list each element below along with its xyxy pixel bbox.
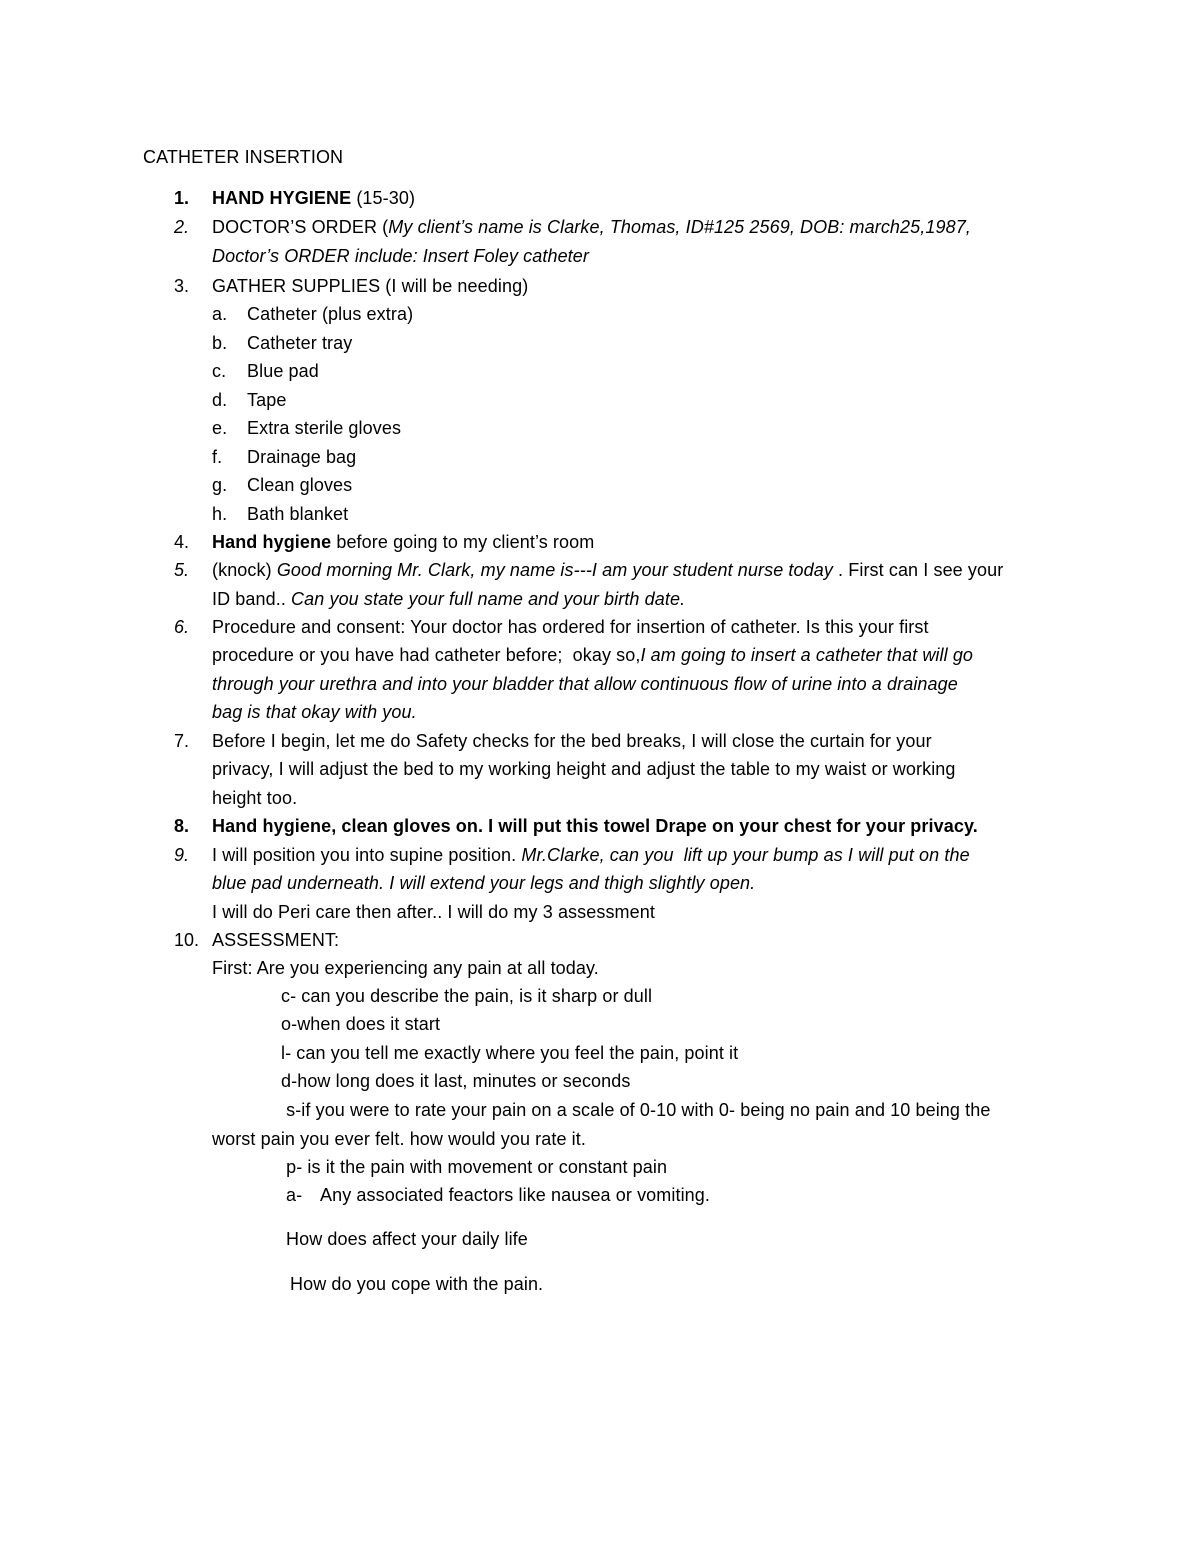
supply-letter: a. (212, 304, 228, 324)
text-run: GATHER SUPPLIES (I will be needing) (212, 276, 529, 296)
document-title: CATHETER INSERTION (143, 147, 344, 167)
supply-item: Extra sterile gloves (247, 418, 402, 438)
supply-item: Blue pad (247, 361, 319, 381)
text-run: First: Are you experiencing any pain at all today. (212, 958, 599, 978)
item-number: 6. (174, 617, 190, 637)
assessment-a-text: Any associated feactors like nausea or vomiting. (320, 1185, 710, 1205)
item-line (212, 757, 956, 781)
assessment-line: p- is it the pain with movement or constant pain (281, 1157, 668, 1177)
supply-letter: g. (212, 475, 228, 495)
assessment-line: s-if you were to rate your pain on a scale of 0-10 with 0- being no pain and 10 being the (281, 1100, 991, 1120)
assessment-line: l- can you tell me exactly where you feel the pain, point it (281, 1043, 739, 1063)
item-line (212, 274, 528, 298)
text-run: through your urethra and into your bladder that allow continuous flow of urine into a drainage (212, 674, 958, 694)
item-line (212, 786, 297, 810)
assessment-line: c- can you describe the pain, is it sharp or dull (281, 986, 653, 1006)
item-line (212, 729, 932, 753)
text-run: DOCTOR’S ORDER ( (212, 217, 389, 237)
text-run: Doctor’s ORDER include: Insert Foley catheter (212, 246, 589, 266)
text-run: . First can I see your (832, 560, 1004, 580)
text-run: Hand hygiene, clean gloves on. I will put this towel Drape on your chest for your privacy. (212, 816, 978, 836)
item-number: 2. (174, 217, 190, 237)
text-run: privacy, I will adjust the bed to my working height and adjust the table to my waist or working (212, 759, 956, 779)
item-line (212, 700, 417, 724)
text-run: height too. (212, 788, 298, 808)
item-number: 5. (174, 560, 190, 580)
text-run: Mr.Clarke, can you lift up your bump as I will put on the (521, 845, 970, 865)
text-run: I will do Peri care then after.. I will do my 3 assessment (212, 902, 655, 922)
text-run: HAND HYGIENE (212, 188, 352, 208)
item-number: 1. (174, 188, 190, 208)
item-line (212, 928, 339, 952)
assessment-line: d-how long does it last, minutes or seconds (281, 1071, 631, 1091)
text-run: Procedure and consent: Your doctor has ordered for insertion of catheter. Is this your first (212, 617, 929, 637)
item-line (212, 814, 978, 838)
text-run: Can you state your full name and your birth date. (291, 589, 686, 609)
supply-letter: b. (212, 333, 228, 353)
supply-item: Tape (247, 390, 287, 410)
item-number: 9. (174, 845, 190, 865)
item-number: 8. (174, 816, 190, 836)
item-line (212, 530, 594, 554)
text-run: Before I begin, let me do Safety checks for the bed breaks, I will close the curtain for your (212, 731, 932, 751)
item-line (212, 900, 655, 924)
closing-line: How does affect your daily life (286, 1229, 528, 1249)
assessment-line: worst pain you ever felt. how would you rate it. (212, 1129, 586, 1149)
text-run: ID band.. (212, 589, 292, 609)
supply-item: Drainage bag (247, 447, 357, 467)
text-run: (knock) (212, 560, 277, 580)
item-number: 4. (174, 532, 190, 552)
item-line (212, 956, 599, 980)
item-number: 7. (174, 731, 190, 751)
text-run: Good morning Mr. Clark, my name is---I am your student nurse today (276, 560, 833, 580)
supply-letter: e. (212, 418, 228, 438)
assessment-line: o-when does it start (281, 1014, 441, 1034)
text-run: (15-30) (351, 188, 416, 208)
item-line (212, 244, 589, 268)
supply-letter: c. (212, 361, 227, 381)
assessment-a-letter: a- (286, 1185, 303, 1205)
text-run: ASSESSMENT: (212, 930, 340, 950)
text-run: before going to my client’s room (331, 532, 595, 552)
supply-letter: f. (212, 447, 223, 467)
text-run: I am going to insert a catheter that will go (640, 645, 974, 665)
supply-letter: h. (212, 504, 228, 524)
item-line (212, 186, 415, 210)
supply-item: Catheter tray (247, 333, 353, 353)
item-number: 10. (174, 930, 200, 950)
item-line (212, 672, 958, 696)
text-run: bag is that okay with you. (212, 702, 417, 722)
item-number: 3. (174, 276, 190, 296)
item-line (212, 843, 970, 867)
supply-letter: d. (212, 390, 228, 410)
text-run: Hand hygiene (212, 532, 332, 552)
item-line (212, 871, 755, 895)
item-line (212, 215, 971, 239)
item-line (212, 615, 929, 639)
item-line (212, 587, 685, 611)
supply-item: Catheter (plus extra) (247, 304, 414, 324)
closing-line: How do you cope with the pain. (290, 1274, 544, 1294)
text-run: blue pad underneath. I will extend your legs and thigh slightly open. (212, 873, 756, 893)
text-run: procedure or you have had catheter before; okay so, (212, 645, 641, 665)
supply-item: Clean gloves (247, 475, 353, 495)
item-line (212, 558, 1003, 582)
item-line (212, 643, 973, 667)
text-run: I will position you into supine position. (212, 845, 522, 865)
supply-item: Bath blanket (247, 504, 349, 524)
text-run: My client’s name is Clarke, Thomas, ID#125 2569, DOB: march25,1987, (388, 217, 971, 237)
